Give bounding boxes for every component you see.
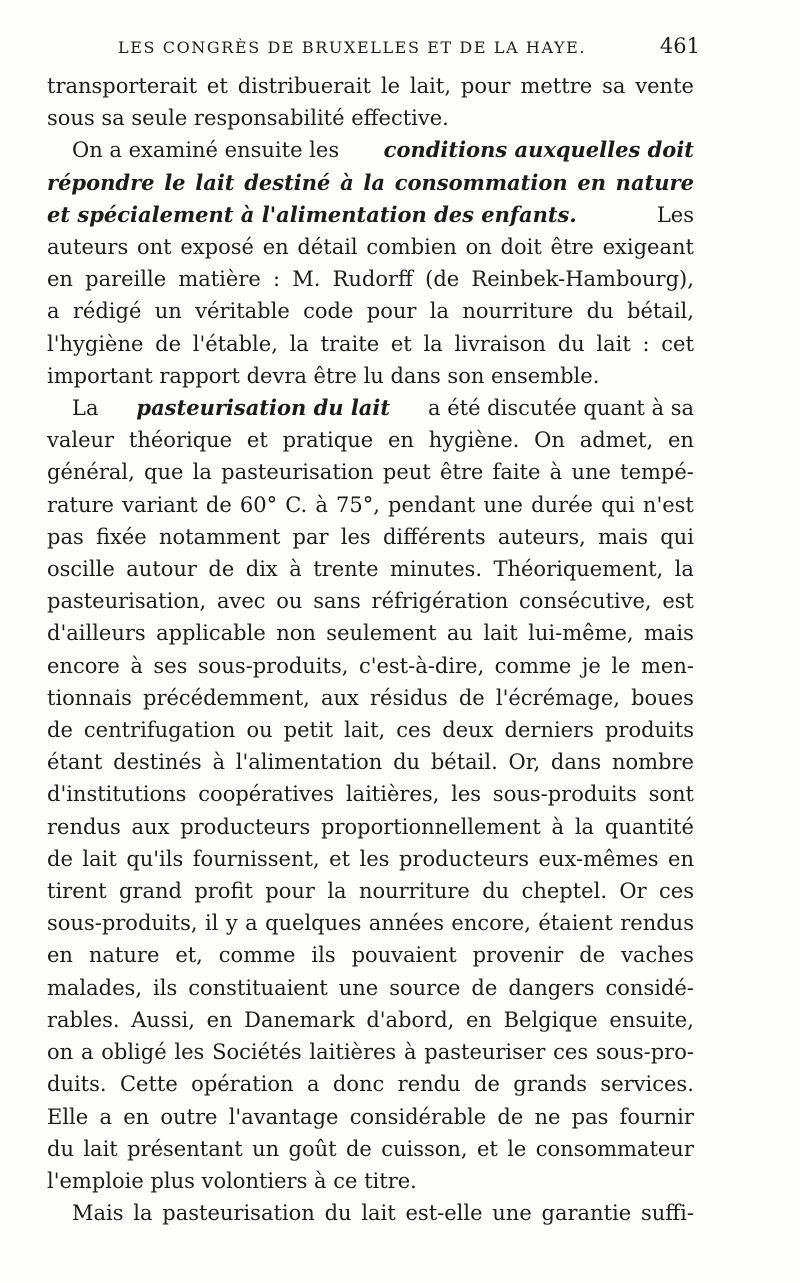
text-line: l'emploie plus volontiers à ce titre. (47, 1168, 417, 1193)
text-line: important rapport devra être lu dans son ensemble. (47, 363, 600, 388)
running-title: LES CONGRÈS DE BRUXELLES ET DE LA HAYE. (118, 38, 587, 57)
text-line: d'institutions coopératives laitières, les sous-produits sont (47, 782, 694, 807)
text-line: On a examiné ensuite les conditions auxquelles doit (47, 134, 694, 166)
text-line: on a obligé les Sociétés laitières à pasteuriser ces sous-pro- (47, 1040, 694, 1065)
emphasis-text: pasteurisation du lait (136, 395, 391, 421)
text-line: encore à ses sous-produits, c'est-à-dire, comme je le men- (47, 653, 694, 678)
page-number: 461 (659, 34, 700, 58)
text-line: répondre le lait destiné à la consommation en nature (47, 169, 694, 195)
text-line: en pareille matière : M. Rudorff (de Reinbek-Hambourg), (47, 267, 694, 292)
text-line: pas fixée notamment par les différents auteurs, mais qui (47, 524, 694, 549)
running-header (118, 34, 700, 64)
text-line: duits. Cette opération a donc rendu de grands services. (47, 1072, 694, 1097)
text-line: Elle a en outre l'avantage considérable de ne pas fournir (47, 1104, 694, 1129)
text-line: La pasteurisation du lait a été discutée quant à sa (47, 392, 694, 424)
text-line: auteurs ont exposé en détail combien on doit être exigeant (47, 235, 694, 260)
text-line: tionnais précédemment, aux résidus de l'écrémage, boues (47, 685, 694, 710)
text-line: rables. Aussi, en Danemark d'abord, en Belgique ensuite, (47, 1007, 694, 1032)
text-line: l'hygiène de l'étable, la traite et la livraison du lait : cet (47, 331, 694, 356)
text-line: malades, ils constituaient une source de dangers considé- (47, 975, 694, 1000)
text-line: oscille autour de dix à trente minutes. Théoriquement, la (47, 557, 694, 582)
text-line: d'ailleurs applicable non seulement au lait lui-même, mais (47, 621, 694, 646)
text-line: de centrifugation ou petit lait, ces deux derniers produits (47, 718, 694, 743)
text-line: sous sa seule responsabilité effective. (47, 106, 449, 131)
body-text (47, 70, 694, 1229)
text-line: rature variant de 60° C. à 75°, pendant une durée qui n'est (47, 492, 694, 517)
text-line: tirent grand profit pour la nourriture du cheptel. Or ces (47, 879, 694, 904)
emphasis-text: conditions auxquelles doit (383, 137, 694, 163)
text-line: et spécialement à l'alimentation des enfants. Les (47, 199, 694, 231)
text-line: a rédigé un véritable code pour la nourriture du bétail, (47, 299, 694, 324)
text-line: transporterait et distribuerait le lait, pour mettre sa vente (47, 74, 694, 98)
text-line: rendus aux producteurs proportionnellement à la quantité (47, 814, 694, 839)
text-line: étant destinés à l'alimentation du bétail. Or, dans nombre (47, 750, 694, 775)
emphasis-text: et spécialement à l'alimentation des enfants. (47, 201, 577, 227)
text-line: du lait présentant un goût de cuisson, et le consommateur (47, 1136, 694, 1161)
text-line: Mais la pasteurisation du lait est-elle une garantie suffi- (72, 1201, 694, 1226)
text-line: pasteurisation, avec ou sans réfrigération consécutive, est (47, 589, 694, 614)
text-line: sous-produits, il y a quelques années encore, étaient rendus (47, 911, 694, 936)
text-line: en nature et, comme ils pouvaient provenir de vaches (47, 943, 694, 968)
text-line: de lait qu'ils fournissent, et les producteurs eux-mêmes en (47, 846, 694, 871)
text-line: général, que la pasteurisation peut être faite à une tempé- (47, 460, 694, 485)
text-line: valeur théorique et pratique en hygiène. On admet, en (47, 428, 694, 453)
